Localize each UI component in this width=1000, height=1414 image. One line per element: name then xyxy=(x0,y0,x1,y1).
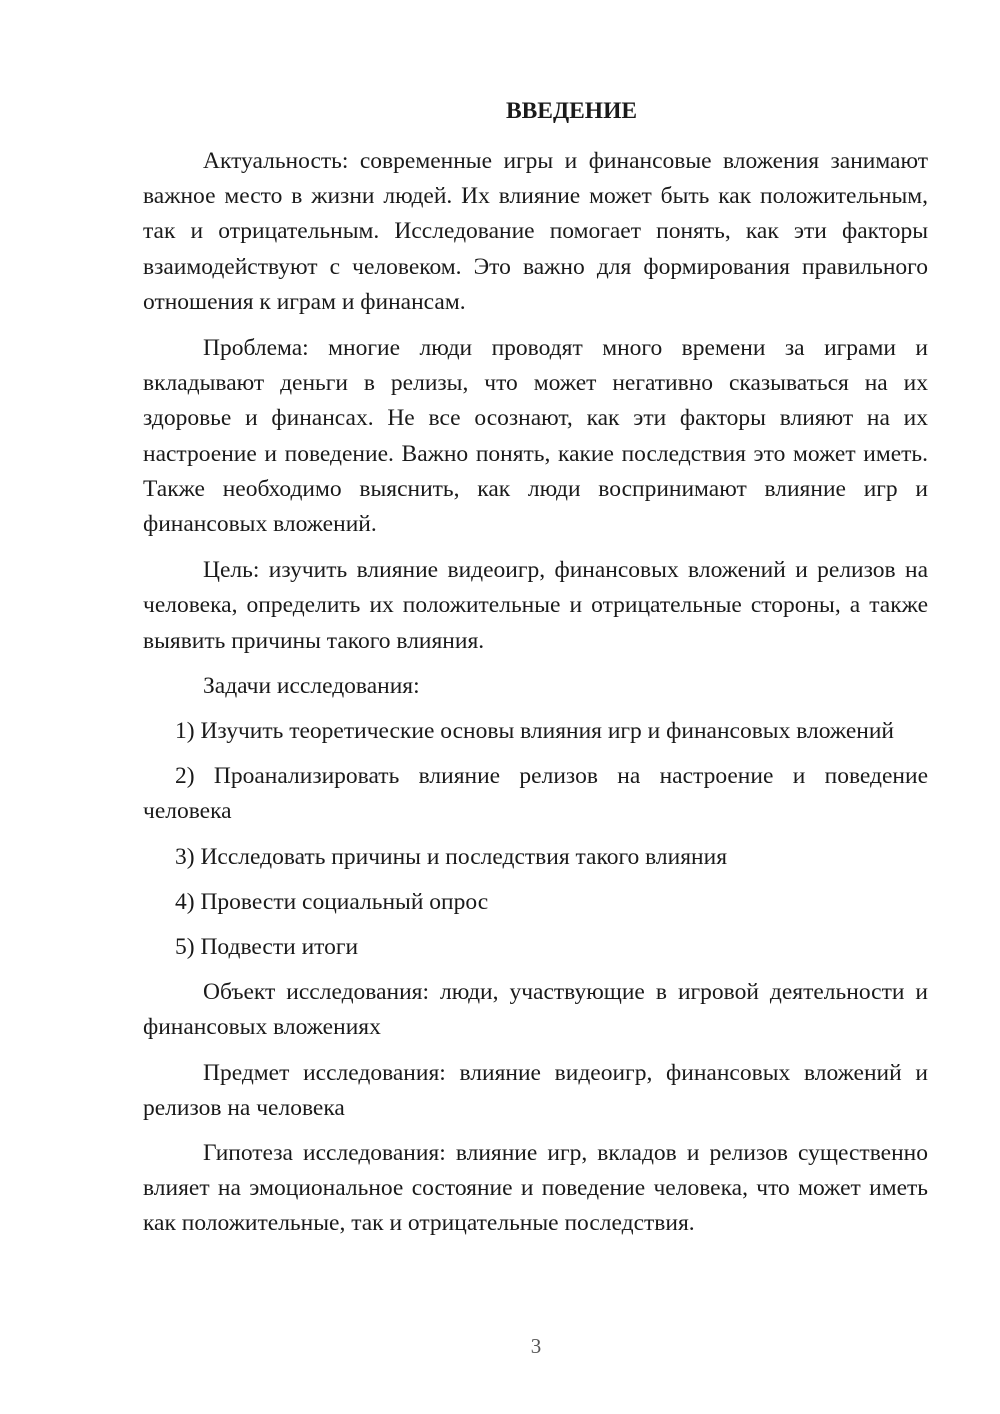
paragraph-goal: Цель: изучить влияние видеоигр, финансовых вложений и релизов на человека, определить их положительные и отрицательные стороны, а также выявить причины такого влияния. xyxy=(143,557,928,654)
page-number: 3 xyxy=(530,1334,542,1358)
task-item-3: 3) Исследовать причины и последствия такого влияния xyxy=(175,843,727,870)
task-item-1: 1) Изучить теоретические основы влияния игр и финансовых вложений xyxy=(175,718,894,745)
tasks-heading: Задачи исследования: xyxy=(203,672,420,699)
paragraph-problem: Проблема: многие люди проводят много времени за играми и вкладывают деньги в релизы, что может негативно сказываться на их здоровье и финансах. Не все осознают, как эти факторы влияют на их настроение и поведение. Важно понять, какие последствия это может иметь. Также необходимо выяснить, как люди воспринимают влияние игр и финансовых вложений. xyxy=(143,335,928,538)
paragraph-subject: Предмет исследования: влияние видеоигр, финансовых вложений и релизов на человека xyxy=(143,1059,928,1121)
task-item-2: 2) Проанализировать влияние релизов на настроение и поведение человека xyxy=(143,763,928,825)
page-content xyxy=(143,92,928,1242)
paragraph-object: Объект исследования: люди, участвующие в игровой деятельности и финансовых вложениях xyxy=(143,979,928,1041)
paragraph-relevance: Актуальность: современные игры и финансовые вложения занимают важное место в жизни людей. Их влияние может быть как положительным, так и отрицательным. Исследование помогает понять, как эти факторы взаимодействуют с человеком. Это важно для формирования правильного отношения к играм и финансам. xyxy=(143,148,928,315)
paragraph-hypothesis: Гипотеза исследования: влияние игр, вкладов и релизов существенно влияет на эмоциональное состояние и поведение человека, что может иметь как положительные, так и отрицательные последствия. xyxy=(143,1140,928,1237)
task-item-4: 4) Провести социальный опрос xyxy=(175,888,489,915)
page-title: ВВЕДЕНИЕ xyxy=(505,98,638,124)
task-item-5: 5) Подвести итоги xyxy=(175,934,359,961)
